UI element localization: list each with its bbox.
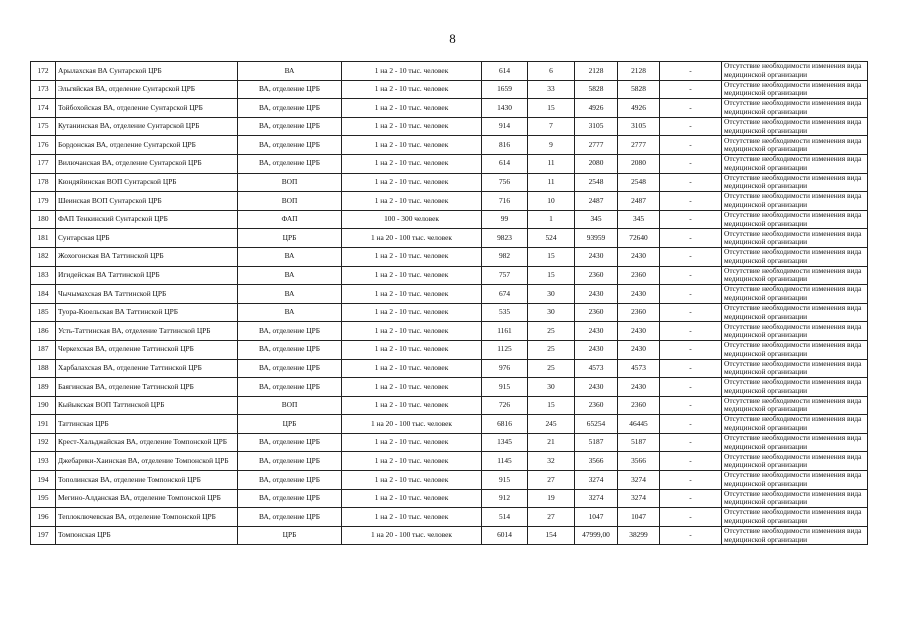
facility-name: Теплоключевская ВА, отделение Томпонской ЦРБ (56, 508, 238, 527)
value-col-3: 5828 (575, 80, 618, 99)
table-row (31, 266, 868, 285)
note-cell: Отсутствие необходимости изменения вида медицинской организации (722, 489, 868, 508)
population-norm: 1 на 2 - 10 тыс. человек (342, 136, 482, 155)
value-col-4: 46445 (618, 415, 660, 434)
value-col-3: 1047 (575, 508, 618, 527)
population-norm: 1 на 2 - 10 тыс. человек (342, 359, 482, 378)
note-cell: Отсутствие необходимости изменения вида медицинской организации (722, 471, 868, 490)
value-col-2: 6 (528, 62, 575, 81)
facility-name: Арылахская ВА Сунтарской ЦРБ (56, 62, 238, 81)
row-number: 174 (31, 99, 56, 118)
facility-name: Тойбохойская ВА, отделение Сунтарской ЦРБ (56, 99, 238, 118)
note-cell: Отсутствие необходимости изменения вида медицинской организации (722, 210, 868, 229)
table-row (31, 303, 868, 322)
dash-cell: - (660, 285, 722, 304)
value-col-1: 1161 (482, 322, 528, 341)
value-col-4: 2430 (618, 378, 660, 397)
population-norm: 1 на 2 - 10 тыс. человек (342, 489, 482, 508)
value-col-2: 27 (528, 471, 575, 490)
facility-type: ВА (238, 285, 342, 304)
value-col-4: 38299 (618, 526, 660, 545)
value-col-3: 5187 (575, 433, 618, 452)
value-col-4: 2430 (618, 285, 660, 304)
facility-name: Усть-Таттинская ВА, отделение Таттинской ЦРБ (56, 322, 238, 341)
facility-type: ВА, отделение ЦРБ (238, 99, 342, 118)
value-col-1: 1125 (482, 340, 528, 359)
value-col-1: 99 (482, 210, 528, 229)
value-col-2: 21 (528, 433, 575, 452)
row-number: 178 (31, 173, 56, 192)
dash-cell: - (660, 359, 722, 378)
facility-name: Джебарики-Хаинская ВА, отделение Томпонской ЦРБ (56, 452, 238, 471)
value-col-2: 524 (528, 229, 575, 248)
table-row (31, 192, 868, 211)
table-row (31, 526, 868, 545)
facility-name: Кыйыкская ВОП Таттинской ЦРБ (56, 396, 238, 415)
value-col-1: 535 (482, 303, 528, 322)
value-col-1: 6816 (482, 415, 528, 434)
population-norm: 1 на 2 - 10 тыс. человек (342, 433, 482, 452)
facility-type: ВА, отделение ЦРБ (238, 378, 342, 397)
note-cell: Отсутствие необходимости изменения вида медицинской организации (722, 99, 868, 118)
note-cell: Отсутствие необходимости изменения вида медицинской организации (722, 173, 868, 192)
facility-type: ВА, отделение ЦРБ (238, 508, 342, 527)
row-number: 173 (31, 80, 56, 99)
note-cell: Отсутствие необходимости изменения вида медицинской организации (722, 359, 868, 378)
value-col-1: 914 (482, 117, 528, 136)
table-row (31, 378, 868, 397)
value-col-1: 1430 (482, 99, 528, 118)
dash-cell: - (660, 471, 722, 490)
facility-type: ВОП (238, 173, 342, 192)
facility-name: Туора-Кюельская ВА Таттинской ЦРБ (56, 303, 238, 322)
value-col-4: 72640 (618, 229, 660, 248)
dash-cell: - (660, 508, 722, 527)
facility-type: ВА (238, 266, 342, 285)
value-col-3: 2487 (575, 192, 618, 211)
value-col-3: 3566 (575, 452, 618, 471)
value-col-3: 3274 (575, 489, 618, 508)
row-number: 176 (31, 136, 56, 155)
value-col-2: 25 (528, 322, 575, 341)
value-col-1: 1145 (482, 452, 528, 471)
facility-name: Шеинская ВОП Сунтарской ЦРБ (56, 192, 238, 211)
table-row (31, 452, 868, 471)
dash-cell: - (660, 229, 722, 248)
value-col-1: 6014 (482, 526, 528, 545)
population-norm: 100 - 300 человек (342, 210, 482, 229)
value-col-3: 4926 (575, 99, 618, 118)
row-number: 183 (31, 266, 56, 285)
value-col-3: 2430 (575, 247, 618, 266)
facility-name: Крест-Хальджайская ВА, отделение Томпонской ЦРБ (56, 433, 238, 452)
population-norm: 1 на 2 - 10 тыс. человек (342, 340, 482, 359)
value-col-3: 2080 (575, 154, 618, 173)
row-number: 188 (31, 359, 56, 378)
value-col-1: 912 (482, 489, 528, 508)
facility-name: Мегино-Алданская ВА, отделение Томпонской ЦРБ (56, 489, 238, 508)
value-col-4: 2360 (618, 266, 660, 285)
facility-name: Бордонская ВА, отделение Сунтарской ЦРБ (56, 136, 238, 155)
value-col-4: 1047 (618, 508, 660, 527)
population-norm: 1 на 20 - 100 тыс. человек (342, 229, 482, 248)
value-col-3: 65254 (575, 415, 618, 434)
value-col-2: 25 (528, 340, 575, 359)
value-col-4: 3274 (618, 489, 660, 508)
table-row (31, 285, 868, 304)
row-number: 182 (31, 247, 56, 266)
value-col-4: 3566 (618, 452, 660, 471)
dash-cell: - (660, 452, 722, 471)
note-cell: Отсутствие необходимости изменения вида медицинской организации (722, 117, 868, 136)
population-norm: 1 на 2 - 10 тыс. человек (342, 80, 482, 99)
value-col-3: 2128 (575, 62, 618, 81)
note-cell: Отсутствие необходимости изменения вида медицинской организации (722, 80, 868, 99)
population-norm: 1 на 20 - 100 тыс. человек (342, 415, 482, 434)
dash-cell: - (660, 192, 722, 211)
value-col-2: 19 (528, 489, 575, 508)
facility-type: ВА (238, 62, 342, 81)
value-col-3: 345 (575, 210, 618, 229)
dash-cell: - (660, 378, 722, 397)
note-cell: Отсутствие необходимости изменения вида медицинской организации (722, 452, 868, 471)
value-col-1: 726 (482, 396, 528, 415)
table-row (31, 508, 868, 527)
facility-name: Кюндяйинская ВОП Сунтарской ЦРБ (56, 173, 238, 192)
dash-cell: - (660, 80, 722, 99)
facilities-table (30, 61, 868, 545)
value-col-2: 15 (528, 266, 575, 285)
facility-name: Тополинская ВА, отделение Томпонской ЦРБ (56, 471, 238, 490)
note-cell: Отсутствие необходимости изменения вида медицинской организации (722, 192, 868, 211)
table-row (31, 340, 868, 359)
population-norm: 1 на 2 - 10 тыс. человек (342, 508, 482, 527)
facility-type: ВА, отделение ЦРБ (238, 471, 342, 490)
row-number: 186 (31, 322, 56, 341)
value-col-4: 2430 (618, 322, 660, 341)
table-row (31, 322, 868, 341)
dash-cell: - (660, 340, 722, 359)
table-row (31, 210, 868, 229)
dash-cell: - (660, 62, 722, 81)
value-col-2: 30 (528, 378, 575, 397)
value-col-4: 3105 (618, 117, 660, 136)
population-norm: 1 на 2 - 10 тыс. человек (342, 322, 482, 341)
value-col-1: 514 (482, 508, 528, 527)
value-col-4: 2777 (618, 136, 660, 155)
note-cell: Отсутствие необходимости изменения вида медицинской организации (722, 154, 868, 173)
value-col-4: 5828 (618, 80, 660, 99)
value-col-3: 2548 (575, 173, 618, 192)
table-row (31, 396, 868, 415)
table-row (31, 229, 868, 248)
population-norm: 1 на 2 - 10 тыс. человек (342, 303, 482, 322)
value-col-3: 3105 (575, 117, 618, 136)
facility-type: ВА (238, 303, 342, 322)
row-number: 196 (31, 508, 56, 527)
facility-type: ЦРБ (238, 229, 342, 248)
table-row (31, 136, 868, 155)
note-cell: Отсутствие необходимости изменения вида медицинской организации (722, 340, 868, 359)
note-cell: Отсутствие необходимости изменения вида медицинской организации (722, 526, 868, 545)
value-col-2: 15 (528, 99, 575, 118)
note-cell: Отсутствие необходимости изменения вида медицинской организации (722, 322, 868, 341)
value-col-3: 2777 (575, 136, 618, 155)
value-col-1: 756 (482, 173, 528, 192)
facility-name: Кутанинская ВА, отделение Сунтарской ЦРБ (56, 117, 238, 136)
value-col-2: 15 (528, 247, 575, 266)
value-col-3: 3274 (575, 471, 618, 490)
note-cell: Отсутствие необходимости изменения вида медицинской организации (722, 266, 868, 285)
note-cell: Отсутствие необходимости изменения вида медицинской организации (722, 247, 868, 266)
value-col-1: 816 (482, 136, 528, 155)
facility-type: ВОП (238, 396, 342, 415)
population-norm: 1 на 2 - 10 тыс. человек (342, 192, 482, 211)
value-col-2: 10 (528, 192, 575, 211)
value-col-4: 2080 (618, 154, 660, 173)
facility-type: ВА, отделение ЦРБ (238, 433, 342, 452)
dash-cell: - (660, 322, 722, 341)
value-col-1: 614 (482, 62, 528, 81)
facility-type: ВА, отделение ЦРБ (238, 322, 342, 341)
value-col-1: 9823 (482, 229, 528, 248)
note-cell: Отсутствие необходимости изменения вида медицинской организации (722, 136, 868, 155)
population-norm: 1 на 2 - 10 тыс. человек (342, 154, 482, 173)
value-col-4: 2430 (618, 340, 660, 359)
population-norm: 1 на 2 - 10 тыс. человек (342, 285, 482, 304)
facility-name: Томпонская ЦРБ (56, 526, 238, 545)
value-col-2: 30 (528, 285, 575, 304)
value-col-2: 33 (528, 80, 575, 99)
population-norm: 1 на 2 - 10 тыс. человек (342, 247, 482, 266)
table-row (31, 80, 868, 99)
value-col-3: 4573 (575, 359, 618, 378)
value-col-1: 976 (482, 359, 528, 378)
population-norm: 1 на 2 - 10 тыс. человек (342, 62, 482, 81)
table-body (31, 62, 868, 545)
value-col-3: 2360 (575, 396, 618, 415)
facility-type: ВА, отделение ЦРБ (238, 452, 342, 471)
value-col-4: 4926 (618, 99, 660, 118)
dash-cell: - (660, 173, 722, 192)
value-col-1: 982 (482, 247, 528, 266)
value-col-2: 1 (528, 210, 575, 229)
facility-type: ЦРБ (238, 415, 342, 434)
value-col-2: 27 (528, 508, 575, 527)
note-cell: Отсутствие необходимости изменения вида медицинской организации (722, 62, 868, 81)
row-number: 194 (31, 471, 56, 490)
note-cell: Отсутствие необходимости изменения вида медицинской организации (722, 508, 868, 527)
table-row (31, 99, 868, 118)
facility-name: Жохогонская ВА Таттинской ЦРБ (56, 247, 238, 266)
facility-name: Чычымахская ВА Таттинской ЦРБ (56, 285, 238, 304)
dash-cell: - (660, 99, 722, 118)
row-number: 192 (31, 433, 56, 452)
population-norm: 1 на 2 - 10 тыс. человек (342, 173, 482, 192)
row-number: 175 (31, 117, 56, 136)
facility-name: Сунтарская ЦРБ (56, 229, 238, 248)
value-col-1: 614 (482, 154, 528, 173)
facility-type: ВА, отделение ЦРБ (238, 117, 342, 136)
facility-type: ФАП (238, 210, 342, 229)
value-col-2: 25 (528, 359, 575, 378)
dash-cell: - (660, 266, 722, 285)
dash-cell: - (660, 154, 722, 173)
facility-type: ВА, отделение ЦРБ (238, 154, 342, 173)
population-norm: 1 на 2 - 10 тыс. человек (342, 396, 482, 415)
table-row (31, 359, 868, 378)
table-row (31, 117, 868, 136)
row-number: 184 (31, 285, 56, 304)
facility-type: ВА, отделение ЦРБ (238, 136, 342, 155)
value-col-2: 32 (528, 452, 575, 471)
value-col-2: 30 (528, 303, 575, 322)
population-norm: 1 на 2 - 10 тыс. человек (342, 266, 482, 285)
row-number: 197 (31, 526, 56, 545)
table-row (31, 489, 868, 508)
value-col-1: 1345 (482, 433, 528, 452)
value-col-4: 345 (618, 210, 660, 229)
value-col-4: 2430 (618, 247, 660, 266)
dash-cell: - (660, 489, 722, 508)
value-col-2: 154 (528, 526, 575, 545)
row-number: 172 (31, 62, 56, 81)
facility-type: ВА, отделение ЦРБ (238, 80, 342, 99)
facility-type: ВОП (238, 192, 342, 211)
population-norm: 1 на 2 - 10 тыс. человек (342, 117, 482, 136)
dash-cell: - (660, 396, 722, 415)
table-row (31, 415, 868, 434)
value-col-2: 11 (528, 173, 575, 192)
value-col-1: 757 (482, 266, 528, 285)
value-col-4: 5187 (618, 433, 660, 452)
note-cell: Отсутствие необходимости изменения вида медицинской организации (722, 229, 868, 248)
value-col-3: 93959 (575, 229, 618, 248)
dash-cell: - (660, 433, 722, 452)
row-number: 187 (31, 340, 56, 359)
row-number: 181 (31, 229, 56, 248)
value-col-3: 2430 (575, 285, 618, 304)
value-col-4: 2360 (618, 303, 660, 322)
value-col-2: 7 (528, 117, 575, 136)
value-col-4: 3274 (618, 471, 660, 490)
value-col-4: 2360 (618, 396, 660, 415)
value-col-3: 2360 (575, 303, 618, 322)
facility-name: Харбалахская ВА, отделение Таттинской ЦРБ (56, 359, 238, 378)
value-col-3: 2430 (575, 340, 618, 359)
dash-cell: - (660, 117, 722, 136)
table-row (31, 471, 868, 490)
value-col-1: 1659 (482, 80, 528, 99)
note-cell: Отсутствие необходимости изменения вида медицинской организации (722, 303, 868, 322)
facility-name: Баягинская ВА, отделение Таттинской ЦРБ (56, 378, 238, 397)
value-col-2: 9 (528, 136, 575, 155)
facility-type: ВА, отделение ЦРБ (238, 359, 342, 378)
dash-cell: - (660, 136, 722, 155)
value-col-4: 2487 (618, 192, 660, 211)
table-row (31, 247, 868, 266)
value-col-1: 716 (482, 192, 528, 211)
dash-cell: - (660, 210, 722, 229)
page-number: 8 (449, 31, 456, 46)
note-cell: Отсутствие необходимости изменения вида медицинской организации (722, 378, 868, 397)
population-norm: 1 на 2 - 10 тыс. человек (342, 452, 482, 471)
table-row (31, 154, 868, 173)
facility-type: ВА, отделение ЦРБ (238, 340, 342, 359)
facility-name: Черкехская ВА, отделение Таттинской ЦРБ (56, 340, 238, 359)
value-col-1: 674 (482, 285, 528, 304)
row-number: 177 (31, 154, 56, 173)
facility-type: ЦРБ (238, 526, 342, 545)
table-row (31, 173, 868, 192)
facility-name: Эльгяйская ВА, отделение Сунтарской ЦРБ (56, 80, 238, 99)
table-row (31, 433, 868, 452)
population-norm: 1 на 2 - 10 тыс. человек (342, 471, 482, 490)
row-number: 185 (31, 303, 56, 322)
value-col-2: 11 (528, 154, 575, 173)
facility-type: ВА, отделение ЦРБ (238, 489, 342, 508)
note-cell: Отсутствие необходимости изменения вида медицинской организации (722, 415, 868, 434)
value-col-2: 15 (528, 396, 575, 415)
population-norm: 1 на 2 - 10 тыс. человек (342, 378, 482, 397)
value-col-3: 2430 (575, 378, 618, 397)
facility-name: Игидейская ВА Таттинской ЦРБ (56, 266, 238, 285)
row-number: 190 (31, 396, 56, 415)
value-col-4: 2548 (618, 173, 660, 192)
row-number: 193 (31, 452, 56, 471)
value-col-1: 915 (482, 471, 528, 490)
value-col-4: 4573 (618, 359, 660, 378)
note-cell: Отсутствие необходимости изменения вида медицинской организации (722, 285, 868, 304)
row-number: 189 (31, 378, 56, 397)
value-col-2: 245 (528, 415, 575, 434)
facility-name: Таттинская ЦРБ (56, 415, 238, 434)
row-number: 180 (31, 210, 56, 229)
dash-cell: - (660, 303, 722, 322)
value-col-3: 47999,00 (575, 526, 618, 545)
dash-cell: - (660, 247, 722, 266)
population-norm: 1 на 20 - 100 тыс. человек (342, 526, 482, 545)
row-number: 191 (31, 415, 56, 434)
table-row (31, 62, 868, 81)
dash-cell: - (660, 415, 722, 434)
row-number: 179 (31, 192, 56, 211)
note-cell: Отсутствие необходимости изменения вида медицинской организации (722, 396, 868, 415)
value-col-3: 2430 (575, 322, 618, 341)
facility-type: ВА (238, 247, 342, 266)
value-col-3: 2360 (575, 266, 618, 285)
value-col-4: 2128 (618, 62, 660, 81)
value-col-1: 915 (482, 378, 528, 397)
facility-name: ФАП Тенкинский Сунтарской ЦРБ (56, 210, 238, 229)
population-norm: 1 на 2 - 10 тыс. человек (342, 99, 482, 118)
dash-cell: - (660, 526, 722, 545)
note-cell: Отсутствие необходимости изменения вида медицинской организации (722, 433, 868, 452)
facility-name: Вилючанская ВА, отделение Сунтарской ЦРБ (56, 154, 238, 173)
row-number: 195 (31, 489, 56, 508)
